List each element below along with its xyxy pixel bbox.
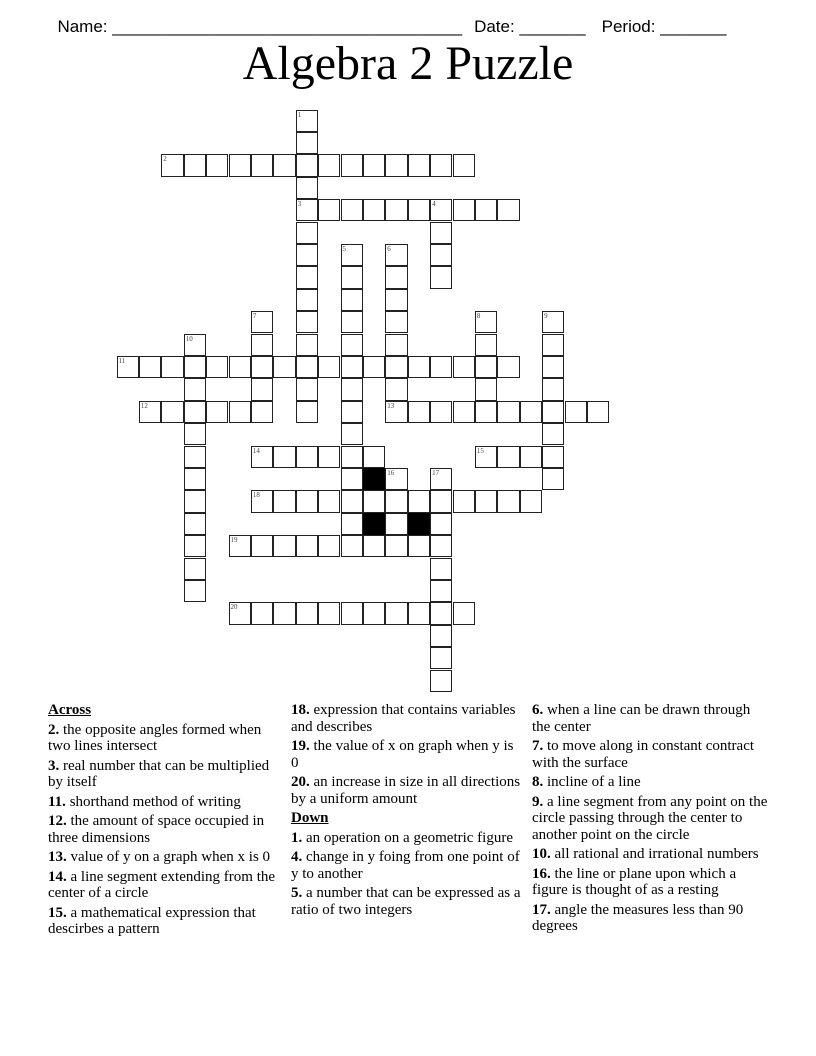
crossword-cell[interactable] [542,468,564,490]
crossword-cell[interactable] [475,490,497,512]
crossword-cell[interactable] [184,490,206,512]
clue-across-15: 15. a mathematical expression that descirbes a pattern [48,904,256,937]
crossword-cell[interactable] [453,154,475,176]
crossword-cell[interactable] [273,535,295,557]
crossword-cell[interactable] [475,446,497,468]
crossword-cell[interactable] [430,356,452,378]
clue-number: 7 [252,312,257,321]
crossword-cell[interactable] [296,602,318,624]
crossword-cell[interactable] [184,580,206,602]
black-square [363,468,385,490]
crossword-cell[interactable] [251,401,273,423]
crossword-cell[interactable] [341,356,363,378]
page-title: Algebra 2 Puzzle [242,37,574,90]
clue-down-1: 1. an operation on a geometric figure [291,829,513,846]
crossword-cell[interactable] [318,446,340,468]
period-label: Period: [601,17,661,36]
crossword-cell[interactable] [408,490,430,512]
crossword-cell[interactable] [296,110,318,132]
crossword-cell[interactable] [318,602,340,624]
crossword-cell[interactable] [341,378,363,400]
crossword-cell[interactable] [453,490,475,512]
clue-number: 8 [476,312,481,321]
crossword-cell[interactable] [341,468,363,490]
clue-across-12: 12. the amount of space occupied in three dimensions [48,813,265,846]
across-heading: Across [48,702,92,718]
crossword-cell[interactable] [184,468,206,490]
crossword-cell[interactable] [117,356,139,378]
crossword-cell[interactable] [520,446,542,468]
crossword-cell[interactable] [497,356,519,378]
crossword-cell[interactable] [296,378,318,400]
clue-number: 13 [387,401,395,410]
black-square [363,513,385,535]
crossword-cell[interactable] [497,446,519,468]
crossword-cell[interactable] [587,401,609,423]
crossword-cell[interactable] [430,513,452,535]
crossword-cell[interactable] [542,401,564,423]
crossword-cell[interactable] [430,490,452,512]
clues-column-1 [48,702,280,941]
crossword-cell[interactable] [475,199,497,221]
crossword-cell[interactable] [430,401,452,423]
crossword-cell[interactable] [318,154,340,176]
crossword-cell[interactable] [296,222,318,244]
crossword-cell[interactable] [363,490,385,512]
crossword-cell[interactable] [296,289,318,311]
name-label: Name: [57,17,113,36]
crossword-cell[interactable] [273,356,295,378]
crossword-cell[interactable] [251,602,273,624]
crossword-cell[interactable] [430,558,452,580]
clue-down-5: 5. a number that can be expressed as a ratio of two integers [291,885,521,918]
crossword-cell[interactable] [430,670,452,692]
crossword-cell[interactable] [251,535,273,557]
date-label: Date: [474,17,520,36]
crossword-cell[interactable] [341,289,363,311]
crossword-cell[interactable] [385,289,407,311]
crossword-cell[interactable] [229,602,251,624]
crossword-cell[interactable] [341,199,363,221]
clue-across-3: 3. real number that can be multiplied by itself [48,757,270,790]
clue-number: 9 [544,312,548,321]
crossword-cell[interactable] [206,356,228,378]
crossword-cell[interactable] [296,244,318,266]
crossword-cell[interactable] [296,490,318,512]
crossword-cell[interactable] [363,199,385,221]
crossword-cell[interactable] [520,490,542,512]
crossword-cell[interactable] [296,334,318,356]
clue-across-13: 13. value of y on a graph when x is 0 [48,849,271,865]
clue-down-7: 7. to move along in constant contract with the surface [532,738,755,771]
crossword-cell[interactable] [273,154,295,176]
crossword-cell[interactable] [184,378,206,400]
crossword-cell[interactable] [385,266,407,288]
crossword-cell[interactable] [453,199,475,221]
clue-number: 20 [230,603,238,612]
crossword-cell[interactable] [184,334,206,356]
crossword-cell[interactable] [408,535,430,557]
crossword-cell[interactable] [475,401,497,423]
crossword-cell[interactable] [385,378,407,400]
crossword-cell[interactable] [453,602,475,624]
clue-number: 14 [252,446,260,455]
crossword-cell[interactable] [475,311,497,333]
crossword-cell[interactable] [296,177,318,199]
crossword-cell[interactable] [430,222,452,244]
crossword-cell[interactable] [296,199,318,221]
crossword-cell[interactable] [296,132,318,154]
crossword-cell[interactable] [430,580,452,602]
crossword-cell[interactable] [229,401,251,423]
crossword-cell[interactable] [385,154,407,176]
crossword-cell[interactable] [385,535,407,557]
crossword-cell[interactable] [430,625,452,647]
crossword-cell[interactable] [251,311,273,333]
clue-across-19: 19. the value of x on graph when y is 0 [291,738,514,771]
crossword-cell[interactable] [161,356,183,378]
crossword-cell[interactable] [296,154,318,176]
crossword-cell[interactable] [385,334,407,356]
crossword-cell[interactable] [542,423,564,445]
period-field[interactable]: _______ [660,17,727,36]
crossword-cell[interactable] [385,356,407,378]
crossword-cell[interactable] [251,378,273,400]
crossword-cell[interactable] [229,356,251,378]
crossword-cell[interactable] [341,423,363,445]
crossword-cell[interactable] [184,401,206,423]
crossword-cell[interactable] [430,154,452,176]
crossword-cell[interactable] [497,490,519,512]
crossword-cell[interactable] [341,266,363,288]
crossword-cell[interactable] [296,401,318,423]
clue-number: 11 [118,356,126,365]
crossword-cell[interactable] [251,154,273,176]
clue-number: 3 [297,200,302,209]
clue-number: 2 [163,155,167,164]
crossword-cell[interactable] [341,513,363,535]
crossword-cell[interactable] [408,401,430,423]
crossword-cell[interactable] [341,334,363,356]
crossword-cell[interactable] [475,334,497,356]
crossword-cell[interactable] [341,154,363,176]
crossword-cell[interactable] [385,401,407,423]
crossword-cell[interactable] [408,154,430,176]
crossword-cell[interactable] [296,446,318,468]
crossword-cell[interactable] [273,490,295,512]
crossword-cell[interactable] [565,401,587,423]
clue-down-6: 6. when a line can be drawn through the center [532,702,751,735]
crossword-cell[interactable] [229,535,251,557]
clue-number: 19 [230,536,238,545]
crossword-cell[interactable] [542,311,564,333]
crossword-cell[interactable] [430,535,452,557]
name-field[interactable]: _____________________________________ [112,17,463,36]
crossword-cell[interactable] [341,244,363,266]
clue-across-18: 18. expression that contains variables and describes [291,702,516,735]
crossword-cell[interactable] [318,535,340,557]
crossword-cell[interactable] [497,199,519,221]
clue-down-4: 4. change in y foing from one point of y to another [291,849,520,882]
crossword-cell[interactable] [318,356,340,378]
crossword-cell[interactable] [184,154,206,176]
crossword-cell[interactable] [385,311,407,333]
crossword-cell[interactable] [363,154,385,176]
crossword-cell[interactable] [184,513,206,535]
clue-number: 10 [185,334,193,343]
clue-number: 4 [432,200,436,209]
crossword-cell[interactable] [318,199,340,221]
crossword-cell[interactable] [385,602,407,624]
crossword-grid [117,110,610,693]
crossword-cell[interactable] [542,378,564,400]
crossword-cell[interactable] [161,401,183,423]
clue-number: 1 [297,110,302,119]
clue-number: 15 [476,446,484,455]
crossword-cell[interactable] [430,602,452,624]
crossword-cell[interactable] [385,490,407,512]
crossword-cell[interactable] [430,468,452,490]
black-square [408,513,430,535]
crossword-cell[interactable] [296,311,318,333]
crossword-cell[interactable] [408,602,430,624]
crossword-cell[interactable] [385,513,407,535]
crossword-cell[interactable] [363,446,385,468]
crossword-cell[interactable] [341,401,363,423]
down-heading: Down [291,810,329,826]
crossword-cell[interactable] [475,378,497,400]
clue-number: 17 [432,468,440,477]
crossword-cell[interactable] [385,244,407,266]
crossword-cell[interactable] [363,602,385,624]
crossword-cell[interactable] [296,356,318,378]
crossword-cell[interactable] [318,490,340,512]
crossword-cell[interactable] [273,602,295,624]
clue-down-8: 8. incline of a line [532,774,641,790]
crossword-cell[interactable] [296,535,318,557]
clue-number: 12 [140,401,148,410]
crossword-cell[interactable] [341,311,363,333]
clue-across-20: 20. an increase in size in all directions by a uniform amount [291,774,521,807]
crossword-cell[interactable] [453,401,475,423]
crossword-cell[interactable] [139,356,161,378]
clue-number: 5 [342,244,346,253]
crossword-cell[interactable] [341,490,363,512]
clue-down-16: 16. the line or plane upon which a figure is thought of as a resting [532,865,737,898]
crossword-cell[interactable] [251,490,273,512]
clue-number: 16 [387,468,395,477]
crossword-cell[interactable] [251,446,273,468]
crossword-cell[interactable] [184,356,206,378]
crossword-cell[interactable] [542,446,564,468]
crossword-cell[interactable] [251,334,273,356]
crossword-cell[interactable] [296,266,318,288]
student-info-line [48,0,768,37]
crossword-cell[interactable] [139,401,161,423]
crossword-cell[interactable] [206,401,228,423]
clue-down-17: 17. angle the measures less than 90 degrees [532,901,744,934]
crossword-cell[interactable] [229,154,251,176]
clues-column-3 [532,702,772,938]
crossword-cell[interactable] [206,154,228,176]
crossword-cell[interactable] [430,266,452,288]
crossword-cell[interactable] [341,446,363,468]
crossword-cell[interactable] [475,356,497,378]
crossword-cell[interactable] [385,468,407,490]
crossword-cell[interactable] [430,199,452,221]
crossword-cell[interactable] [520,401,542,423]
crossword-cell[interactable] [184,535,206,557]
crossword-cell[interactable] [453,356,475,378]
crossword-cell[interactable] [341,535,363,557]
crossword-cell[interactable] [184,446,206,468]
crossword-cell[interactable] [430,244,452,266]
clue-down-10: 10. all rational and irrational numbers [532,846,759,862]
crossword-cell[interactable] [408,199,430,221]
clue-across-2: 2. the opposite angles formed when two lines intersect [48,721,262,754]
crossword-cell[interactable] [184,558,206,580]
date-field[interactable]: _______ [519,17,586,36]
clue-number: 18 [252,491,260,500]
crossword-cell[interactable] [363,356,385,378]
clue-number: 6 [387,244,391,253]
crossword-cell[interactable] [542,334,564,356]
crossword-cell[interactable] [341,602,363,624]
crossword-cell[interactable] [184,423,206,445]
clue-across-14: 14. a line segment extending from the center of a circle [48,868,276,901]
crossword-cell[interactable] [273,446,295,468]
crossword-cell[interactable] [542,356,564,378]
crossword-cell[interactable] [408,356,430,378]
crossword-cell[interactable] [385,199,407,221]
crossword-cell[interactable] [497,401,519,423]
crossword-cell[interactable] [161,154,183,176]
crossword-cell[interactable] [251,356,273,378]
clue-across-11: 11. shorthand method of writing [48,793,241,810]
clues-column-2 [291,702,523,921]
crossword-cell[interactable] [430,647,452,669]
crossword-cell[interactable] [363,535,385,557]
clue-down-9: 9. a line segment from any point on the circle passing through the center to another point on the circle [532,793,768,843]
